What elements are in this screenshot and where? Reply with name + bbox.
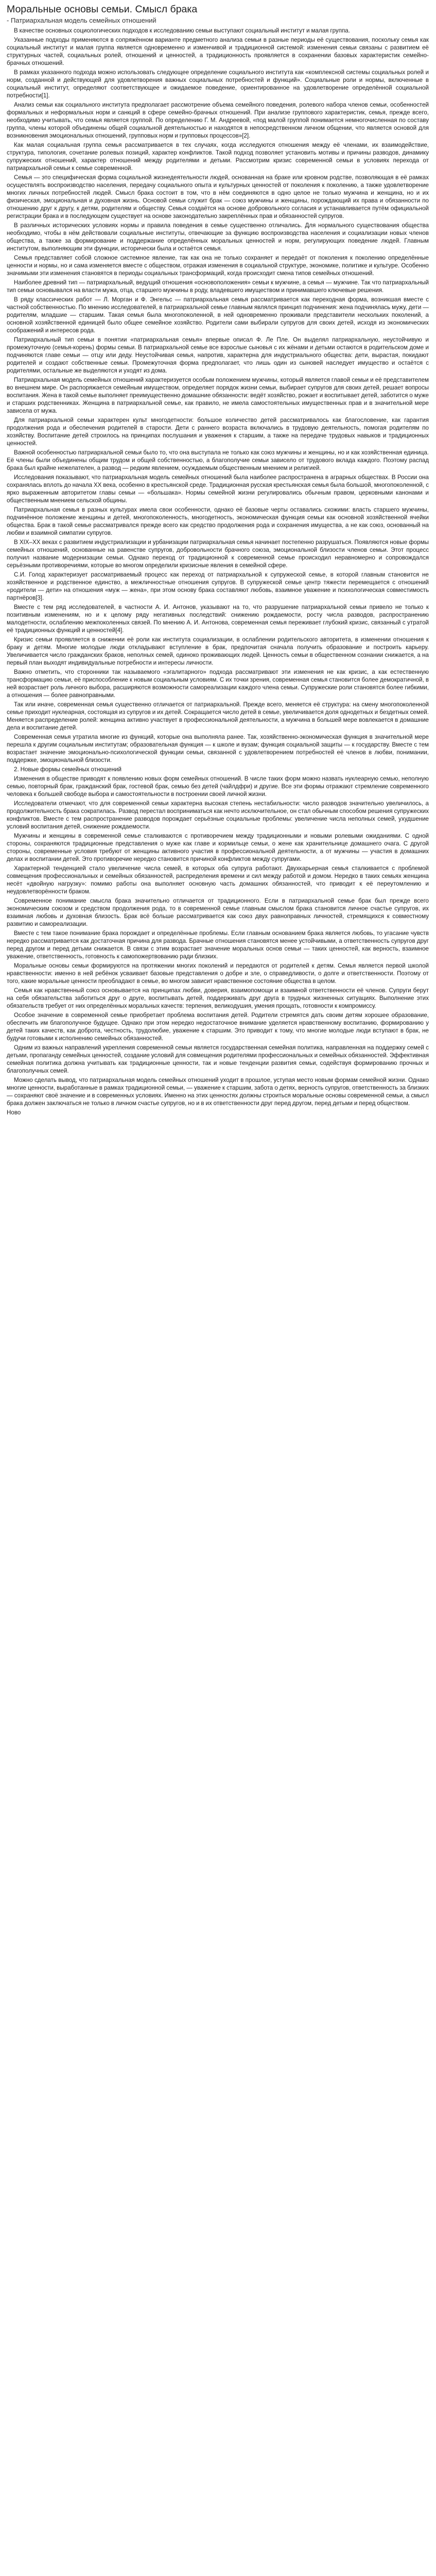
article-paragraph: Важной особенностью патриархальной семьи было то, что она выступала не только как союз мужчины и женщины, но и как хозяйственная единица. Её члены были объединены общим трудом и общей собственностью, а благополучие семьи зависело от трудового вклада каждого. Поэтому распад брака был крайне нежелателен, а развод — редким явлением, осуждаемым общественным мнением и религией. xyxy=(7,449,429,471)
article-paragraph: Как малая социальная группа семья рассматривается в тех случаях, когда исследуются отношения между её членами, их взаимодействие, структура, типология, сочетание ролевых позиций, характер конфликтов. Такой подход позволяет установить мотивы и причины разводов, динамику супружеских отношений, характер отношений между родителями и детьми. Рассмотрим кризис современной семьи в условиях перехода от патриархальной семьи к семье современной. xyxy=(7,142,429,172)
article-paragraph: Важно отметить, что сторонники так называемого «эгалитарного» подхода рассматривают эти изменения не как кризис, а как естественную трансформацию семьи, её приспособление к новым социальным условиям. С их точки зрения, современная семья становится более демократичной, в ней возрастает роль личного выбора, расширяются возможности самореализации каждого члена семьи. Супружеские роли становятся более гибкими, а отношения — более равноправными. xyxy=(7,669,429,699)
article-paragraph: В качестве основных социологических подходов к исследованию семьи выступают социальный институт и малая группа. xyxy=(14,27,350,34)
article-paragraph: Можно сделать вывод, что патриархальная модель семейных отношений уходит в прошлое, уступая место новым формам семейной жизни. Однако многие ценности, выработанные в рамках традиционной семьи, — уважение к старшим, забота о детях, верность супругов, ответственность за близких — сохраняют своё значение и в современных условиях. Именно на этих ценностях должны строиться моральные основы современной семьи, а смысл брака должен заключаться не только в личном счастье супругов, но и в их ответственности друг перед другом, перед детьми и перед обществом. xyxy=(7,1077,429,1107)
article-paragraph: Для патриархальной семьи характерен культ многодетности: большое количество детей рассматривалось как благословение, как гарантия продолжения рода и обеспечения родителей в старости. Дети с раннего возраста включались в трудовую деятельность, помогая родителям по хозяйству. Воспитание детей строилось на принципах послушания и уважения к старшим, а также на передаче трудовых навыков и традиционных ценностей. xyxy=(7,417,429,447)
article-paragraph: Указанные подходы применяются в сопряжённом варианте предметного анализа семьи в разные периоды её существования, поскольку семья как социальный институт и малая группа является одновременно и изменчивой и традиционной системой: изменения семьи связаны с развитием её структурных частей, социальных ролей, отношений и ценностей, а традиционность проявляется в сохранении базовых характеристик семейно-брачных отношений. xyxy=(7,37,429,66)
article-paragraph: С.И. Голод характеризует рассматриваемый процесс как переход от патриархальной к супружеской семье, в которой главным становится не хозяйственное и родственное единство, а межличностные отношения супругов. В супружеской семье центр тяжести перемещается с отношений «родители — дети» на отношения «муж — жена», при этом основу брака составляют любовь, взаимное уважение и психологическая совместимость партнёров[3]. xyxy=(7,571,429,601)
article-paragraph: Анализ семьи как социального института предполагает рассмотрение объема семейного поведения, ролевого набора членов семьи, особенностей формальных и неформальных норм и санкций в сфере семейно-брачных отношений. При анализе группового характеристик, семья, прежде всего, необходимо учитывать, что семья является группой. По определению Г. М. Андреевой, «под малой группой понимается немногочисленная по составу группа, члены которой объединены общей социальной деятельностью и находятся в непосредственном личном общении, что является основой для возникновения эмоциональных отношений, групповых норм и групповых процессов»[2]. xyxy=(7,101,429,139)
article-paragraph: Изменения в обществе приводят к появлению новых форм семейных отношений. В числе таких форм можно назвать нуклеарную семью, неполную семью, повторный брак, гражданский брак, гостевой брак, семью без детей (чайлдфри) и другие. Все эти формы отражают стремление современного человека к большей свободе выбора и самостоятельности в построении своей личной жизни. xyxy=(7,775,429,798)
article-paragraph: В различных исторических условиях нормы и правила поведения в семье существенно отличались. Для нормального существования общества необходимо, чтобы в нём действовали социальные институты, отвечающие за функцию воспроизводства населения и социализации новых членов общества, а также за формирование и поддержание определённых моральных ценностей и норм, регулирующих поведение людей. Главным институтом, выполняющим эти функции, исторически была и остаётся семья. xyxy=(7,222,429,252)
article-page xyxy=(0,0,436,1122)
article-paragraph: Патриархальный тип семьи в понятии «патриархальная семья» впервые описал Ф. Ле Пле. Он выделял патриархальную, неустойчивую и промежуточную (семья-корень) формы семьи. В патриархальной семье все взрослые сыновья с их жёнами и детьми остаются в родительском доме и подчиняются главе семьи — отцу или деду. Неустойчивая семья, напротив, характерна для индустриального общества: дети, вырастая, покидают родителей и создают собственные семьи. Промежуточная форма предполагает, что лишь один из сыновей наследует имущество и остаётся с родителями, остальные же выделяются и уходят из дома. xyxy=(7,336,429,374)
article-paragraph: В XIX–XX веках с развитием индустриализации и урбанизации патриархальная семья начинает постепенно разрушаться. Появляются новые формы семейных отношений, основанные на равенстве супругов, добровольности брачного союза, эмоциональной близости членов семьи. Этот процесс получил название модернизации семьи. Однако переход от традиционной к современной семье происходил неравномерно и сопровождался серьёзными противоречиями, которые во многом определили кризисные явления в семейной сфере. xyxy=(7,539,429,569)
article-body xyxy=(7,27,429,1107)
article-paragraph: Наиболее древний тип — патриархальный, ведущий отношения «основоположения» семьи к мужчине, а семья — мужчине. Так что патриархальный тип семьи основывался на власти мужа, отца, старшего мужчины в роду, владевшего имуществом и принимавшего ключевые решения. xyxy=(7,279,429,294)
article-paragraph: Характерной тенденцией стало увеличение числа семей, в которых оба супруга работают. Двухкарьерная семья сталкивается с проблемой совмещения профессиональных и семейных обязанностей, распределения времени и сил между работой и домом. Нередко в таких семьях женщина несёт «двойную нагрузку»: помимо работы она выполняет основную часть домашних обязанностей, что приводит к её переутомлению и неудовлетворённости браком. xyxy=(7,865,429,895)
article-paragraph: Современное понимание смысла брака значительно отличается от традиционного. Если в патриархальной семье брак был прежде всего экономическим союзом и средством продолжения рода, то в современной семье главным смыслом брака становится личное счастье супругов, их взаимная любовь и духовная близость. Брак всё больше рассматривается как союз двух равноправных личностей, стремящихся к совместному развитию и самореализации. xyxy=(7,897,429,927)
article-paragraph: Семья представляет собой сложное системное явление, так как она не только сохраняет и передаёт от поколения к поколению определённые ценности и нормы, но и сама изменяется вместе с обществом, отражая изменения в социальной структуре, экономике, политике и культуре. Особенно значимыми эти изменения становятся в периоды социальных трансформаций, когда происходит смена типов семейных отношений. xyxy=(7,255,429,277)
article-paragraph: Так или иначе, современная семья существенно отличается от патриархальной. Прежде всего, меняется её структура: на смену многопоколенной семье приходит нуклеарная, состоящая из супругов и их детей. Сокращается число детей в семье, увеличивается доля однодетных и бездетных семей. Меняется распределение ролей: женщина активно участвует в профессиональной деятельности, а мужчина в большей мере вовлекается в домашние дела и воспитание детей. xyxy=(7,701,429,731)
article-subtitle: - Патриархальная модель семейных отношений xyxy=(7,16,156,24)
article-paragraph: 2. Новые формы семейных отношений xyxy=(14,766,121,773)
article-paragraph: Исследователи отмечают, что для современной семьи характерна высокая степень нестабильности: число разводов значительно увеличилось, а продолжительность брака сократилась. Развод перестал восприниматься как нечто исключительное, он стал обычным способом решения супружеских конфликтов. Вместе с тем распространение разводов порождает серьёзные социальные проблемы: увеличение числа неполных семей, ухудшение условий воспитания детей, снижение рождаемости. xyxy=(7,800,429,830)
article-paragraph: Одним из важных направлений укрепления современной семьи является государственная семейная политика, направленная на поддержку семей с детьми, пропаганду семейных ценностей, создание условий для совмещения родителями профессиональных и семейных обязанностей. Эффективная семейная политика должна учитывать как традиционные ценности, так и новые тенденции развития семьи, содействуя формированию прочных и благополучных семей. xyxy=(7,1044,429,1074)
article-paragraph: Исследования показывают, что патриархальная модель семейных отношений была наиболее распространена в аграрных обществах. В России она сохранялась вплоть до начала XX века, особенно в крестьянской среде. Традиционная русская крестьянская семья была большой, многопоколенной, с ярко выраженным авторитетом главы семьи — «большака». Нормы семейной жизни регулировались обычным правом, церковными канонами и общественным мнением сельской общины. xyxy=(7,474,429,504)
article-paragraph: В рамках указанного подхода можно использовать следующее определение социального института как «комплексной системы социальных ролей и норм, созданной и действующей для удовлетворения важных социальных потребностей и функций». Социальные роли и нормы, включенные в социальный институт, определяют соответствующее и ожидаемое поведение, ориентированное на удовлетворение определённой социальной потребности[1]. xyxy=(7,69,429,99)
article-paragraph: Патриархальная семья в разных культурах имела свои особенности, однако её базовые черты оставались схожими: власть старшего мужчины, подчинённое положение женщины и детей, многопоколенность, многодетность, экономическая функция семьи как основной хозяйственной ячейки общества. Брак в такой семье рассматривался прежде всего как средство продолжения рода и сохранения имущества, а не как союз, основанный на любви и взаимной симпатии супругов. xyxy=(7,506,429,536)
article-paragraph: Вместе с тем ряд исследователей, в частности А. И. Антонов, указывают на то, что разрушение патриархальной семьи привело не только к позитивным изменениям, но и к целому ряду негативных последствий: снижению рождаемости, росту числа разводов, распространению малодетности, ослаблению межпоколенных связей. По мнению А. И. Антонова, современная семья переживает глубокий кризис, связанный с утратой её традиционных функций и ценностей[4]. xyxy=(7,604,429,634)
article-paragraph: Семья как нравственный союз основывается на принципах любви, доверия, взаимопомощи и взаимной ответственности её членов. Супруги берут на себя обязательства заботиться друг о друге, воспитывать детей, поддерживать друг друга в трудных жизненных ситуациях. Выполнение этих обязательств требует от них определённых моральных качеств: терпения, великодушия, умения прощать, готовности к компромиссу. xyxy=(7,987,429,1009)
article-paragraph: Моральные основы семьи формируются на протяжении многих поколений и передаются от родителей к детям. Семья является первой школой нравственности: именно в ней ребёнок усваивает базовые представления о добре и зле, о справедливости, о долге и ответственности. Поэтому от того, какие моральные ценности преобладают в семье, во многом зависит нравственное состояние общества в целом. xyxy=(7,962,429,985)
article-paragraph: Кризис семьи проявляется в снижении её роли как института социализации, в ослаблении родительского авторитета, в изменении отношения к браку и детям. Многие молодые люди откладывают вступление в брак, предпочитая сначала получить образование и построить карьеру. Увеличивается число гражданских браков, неполных семей, одиноко проживающих людей. Ценность семьи в общественном сознании снижается, а на первый план выходят индивидуальные потребности и интересы личности. xyxy=(7,636,429,666)
article-paragraph: Особое значение в современной семье приобретает проблема воспитания детей. Родители стремятся дать своим детям хорошее образование, обеспечить им благополучное будущее. Однако при этом нередко недостаточное внимание уделяется нравственному воспитанию, формированию у детей таких качеств, как доброта, честность, трудолюбие, уважение к старшим. Это приводит к тому, что многие молодые люди вступают в брак, не будучи готовыми к исполнению семейных обязанностей. xyxy=(7,1012,429,1042)
article-paragraph: Семья — это специфическая форма социальной жизнедеятельности людей, основанная на браке или кровном родстве, позволяющая в её рамках осуществлять воспроизводство населения, передачу социального опыта и культурных ценностей от поколения к поколению, а также удовлетворение многих личных потребностей людей. Смысл брака состоит в том, что в нём соединяются в одно целое не только мужчина и женщина, но и их физическая, эмоциональная и духовная жизнь. Основой семьи служит брак — союз мужчины и женщины, порождающий их права и обязанности по отношению друг к другу, к детям, родителям и обществу. Семья создаётся на основе добровольного согласия и устанавливается путём официальной регистрации брака и в последующем существует на основе законодательно закреплённых прав и обязанностей супругов. xyxy=(7,174,429,219)
article-paragraph: Вместе с тем такое понимание брака порождает и определённые проблемы. Если главным основанием брака является любовь, то угасание чувств нередко рассматривается как достаточная причина для развода. Брачные отношения становятся менее устойчивыми, а ответственность супругов друг перед другом и перед детьми снижается. В связи с этим возрастает значение моральных основ семьи — таких ценностей, как верность, взаимное уважение, ответственность, готовность к самопожертвованию ради близких. xyxy=(7,930,429,960)
article-paragraph: Современная семья утратила многие из функций, которые она выполняла ранее. Так, хозяйственно-экономическая функция в значительной мере перешла к другим социальным институтам; образовательная функция — к школе и вузам; функция социальной защиты — к государству. Вместе с тем возрастает значение эмоционально-психологической функции семьи, связанной с удовлетворением потребностей её членов в любви, понимании, поддержке, эмоциональной близости. xyxy=(7,734,429,764)
article-footer-text: Ново xyxy=(7,1109,21,1116)
article-paragraph: В ряду классических работ — Л. Морган и Ф. Энгельс — патриархальная семья рассматривается как переходная форма, возникшая вместе с частной собственностью. По мнению исследователей, в патриархальной семье главным являлся принцип подчинения: жена подчинялась мужу, дети — родителям, младшие — старшим. Такая семья была многопоколенной, в ней одновременно проживали представители нескольких поколений, а основной хозяйственной единицей было общее семейное хозяйство. Родители сами выбирали супругов для своих детей, исходя из экономических соображений и интересов рода. xyxy=(7,296,429,334)
page-title: Моральные основы семьи. Смысл брака xyxy=(7,4,198,15)
article-paragraph: Мужчины и женщины в современной семье сталкиваются с противоречием между традиционными и новыми ролевыми ожиданиями. С одной стороны, сохраняются традиционные представления о муже как главе и кормильце семьи, о жене как хранительнице домашнего очага. С другой стороны, современные условия требуют от женщины активного участия в профессиональной деятельности, а от мужчины — участия в домашних делах и воспитании детей. Это противоречие нередко становится причиной конфликтов между супругами. xyxy=(7,833,429,862)
article-paragraph: Патриархальная модель семейных отношений характеризуется особым положением мужчины, который является главой семьи и её представителем во внешнем мире. Он распоряжается семейным имуществом, определяет порядок жизни семьи, выбирает супругов для своих детей, решает вопросы воспитания. Жена в такой семье выполняет преимущественно домашние обязанности: ведёт хозяйство, рожает и воспитывает детей, заботится о муже и старших родственниках. Женщина в патриархальной семье, как правило, не имела самостоятельных имущественных прав и в значительной мере зависела от мужа. xyxy=(7,377,429,414)
